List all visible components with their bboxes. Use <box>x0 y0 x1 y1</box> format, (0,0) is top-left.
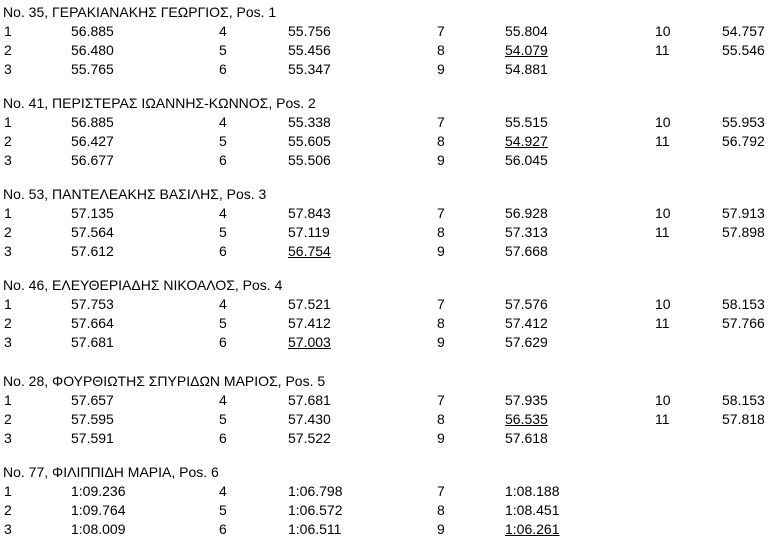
lap-time: 1:09.764 <box>71 502 126 518</box>
lap-time: 57.430 <box>288 411 331 427</box>
lap-time: 57.135 <box>71 205 114 221</box>
lap-time: 57.591 <box>71 430 114 446</box>
lap-number: 5 <box>219 502 227 518</box>
lap-time: 57.119 <box>288 224 330 240</box>
driver-block <box>0 463 781 543</box>
driver-title: No. 53, ΠΑΝΤΕΛΕΑΚΗΣ ΒΑΣΙΛΗΣ, Pos. 3 <box>3 186 267 202</box>
lap-number: 5 <box>219 315 227 331</box>
lap-time: 57.612 <box>71 243 114 259</box>
lap-number: 11 <box>655 133 670 149</box>
lap-time: 57.564 <box>71 224 114 240</box>
lap-number: 8 <box>437 411 445 427</box>
lap-number: 4 <box>219 483 227 499</box>
lap-time: 57.657 <box>71 392 114 408</box>
driver-title: No. 77, ΦΙΛΙΠΠΙΔΗ ΜΑΡΙΑ, Pos. 6 <box>3 464 219 480</box>
lap-time: 57.618 <box>505 430 548 446</box>
lap-number: 6 <box>219 521 227 537</box>
lap-number: 4 <box>219 23 227 39</box>
lap-number: 3 <box>4 61 12 77</box>
lap-time: 57.412 <box>505 315 548 331</box>
lap-time: 1:09.236 <box>71 483 126 499</box>
best-lap-time: 56.535 <box>505 411 548 427</box>
lap-time: 57.412 <box>288 315 331 331</box>
lap-number: 6 <box>219 334 227 350</box>
lap-number: 9 <box>437 243 445 259</box>
lap-number: 5 <box>219 411 227 427</box>
lap-number: 10 <box>655 296 671 312</box>
lap-number: 4 <box>219 114 227 130</box>
lap-number: 1 <box>4 23 12 39</box>
lap-time: 1:06.511 <box>288 521 342 537</box>
lap-time: 57.843 <box>288 205 331 221</box>
best-lap-time: 57.003 <box>288 334 331 350</box>
lap-time: 57.595 <box>71 411 114 427</box>
lap-time: 57.818 <box>722 411 765 427</box>
lap-number: 6 <box>219 243 227 259</box>
lap-number: 10 <box>655 23 671 39</box>
driver-block <box>0 185 781 265</box>
lap-time: 57.629 <box>505 334 548 350</box>
lap-time: 1:08.188 <box>505 483 560 499</box>
lap-time: 55.605 <box>288 133 331 149</box>
driver-block <box>0 276 781 356</box>
lap-time: 55.506 <box>288 152 331 168</box>
lap-number: 3 <box>4 430 12 446</box>
lap-number: 2 <box>4 315 12 331</box>
lap-number: 1 <box>4 392 12 408</box>
best-lap-time: 56.754 <box>288 243 331 259</box>
lap-number: 4 <box>219 296 227 312</box>
lap-time: 55.804 <box>505 23 548 39</box>
lap-number: 1 <box>4 205 12 221</box>
lap-number: 2 <box>4 224 12 240</box>
lap-number: 7 <box>437 392 445 408</box>
lap-time: 57.898 <box>722 224 765 240</box>
lap-time: 57.576 <box>505 296 548 312</box>
lap-number: 7 <box>437 296 445 312</box>
lap-number: 11 <box>655 224 670 240</box>
lap-time: 56.792 <box>722 133 765 149</box>
lap-number: 1 <box>4 483 12 499</box>
driver-title: No. 46, ΕΛΕΥΘΕΡΙΑΔΗΣ ΝΙΚΟΑΛΟΣ, Pos. 4 <box>3 277 283 293</box>
lap-number: 8 <box>437 502 445 518</box>
lap-number: 9 <box>437 152 445 168</box>
lap-time: 57.668 <box>505 243 548 259</box>
lap-time: 56.677 <box>71 152 114 168</box>
lap-time: 57.913 <box>722 205 765 221</box>
lap-time: 56.480 <box>71 42 114 58</box>
lap-number: 2 <box>4 133 12 149</box>
lap-time: 1:06.798 <box>288 483 343 499</box>
lap-time: 54.881 <box>505 61 548 77</box>
lap-number: 10 <box>655 205 671 221</box>
lap-time: 57.681 <box>288 392 331 408</box>
lap-time: 57.681 <box>71 334 114 350</box>
lap-number: 4 <box>219 392 227 408</box>
lap-number: 10 <box>655 392 671 408</box>
lap-number: 11 <box>655 411 670 427</box>
best-lap-time: 54.927 <box>505 133 548 149</box>
lap-number: 2 <box>4 42 12 58</box>
lap-number: 7 <box>437 114 445 130</box>
driver-block <box>0 3 781 83</box>
lap-time: 55.953 <box>722 114 765 130</box>
lap-time: 57.766 <box>722 315 765 331</box>
lap-time: 1:08.009 <box>71 521 126 537</box>
lap-number: 2 <box>4 411 12 427</box>
lap-number: 8 <box>437 315 445 331</box>
lap-time: 57.522 <box>288 430 331 446</box>
lap-time: 1:06.572 <box>288 502 343 518</box>
lap-number: 5 <box>219 224 227 240</box>
lap-number: 11 <box>655 315 670 331</box>
driver-title: No. 28, ΦΟΥΡΘΙΩΤΗΣ ΣΠΥΡΙΔΩΝ ΜΑΡΙΟΣ, Pos. 5 <box>3 373 326 389</box>
lap-time: 56.885 <box>71 114 114 130</box>
lap-number: 2 <box>4 502 12 518</box>
lap-time: 56.928 <box>505 205 548 221</box>
lap-number: 1 <box>4 114 12 130</box>
lap-time: 57.313 <box>505 224 548 240</box>
lap-number: 10 <box>655 114 671 130</box>
lap-number: 6 <box>219 61 227 77</box>
driver-title: No. 35, ΓΕΡΑΚΙΑΝΑΚΗΣ ΓΕΩΡΓΙΟΣ, Pos. 1 <box>3 4 277 20</box>
lap-time: 55.456 <box>288 42 331 58</box>
lap-number: 3 <box>4 243 12 259</box>
best-lap-time: 54.079 <box>505 42 548 58</box>
lap-number: 6 <box>219 430 227 446</box>
lap-number: 3 <box>4 521 12 537</box>
lap-number: 9 <box>437 334 445 350</box>
lap-number: 6 <box>219 152 227 168</box>
lap-number: 1 <box>4 296 12 312</box>
lap-time: 56.885 <box>71 23 114 39</box>
lap-time: 58.153 <box>722 296 765 312</box>
lap-time: 57.521 <box>288 296 331 312</box>
lap-time: 56.045 <box>505 152 548 168</box>
lap-time: 55.546 <box>722 42 765 58</box>
lap-number: 8 <box>437 224 445 240</box>
lap-time: 54.757 <box>722 23 765 39</box>
lap-time: 58.153 <box>722 392 765 408</box>
lap-number: 4 <box>219 205 227 221</box>
lap-number: 5 <box>219 42 227 58</box>
lap-time: 55.756 <box>288 23 331 39</box>
lap-time: 1:08.451 <box>505 502 560 518</box>
lap-number: 5 <box>219 133 227 149</box>
lap-time: 57.664 <box>71 315 114 331</box>
lap-number: 7 <box>437 205 445 221</box>
lap-number: 7 <box>437 483 445 499</box>
lap-number: 9 <box>437 61 445 77</box>
best-lap-time: 1:06.261 <box>505 521 560 537</box>
driver-block <box>0 372 781 452</box>
lap-number: 9 <box>437 430 445 446</box>
lap-time: 56.427 <box>71 133 114 149</box>
lap-time: 55.347 <box>288 61 331 77</box>
driver-title: No. 41, ΠΕΡΙΣΤΕΡΑΣ ΙΩΑΝΝΗΣ-ΚΩΝΝΟΣ, Pos. 2 <box>3 95 316 111</box>
driver-block <box>0 94 781 174</box>
lap-number: 3 <box>4 152 12 168</box>
lap-number: 8 <box>437 42 445 58</box>
lap-time: 55.515 <box>505 114 548 130</box>
lap-number: 11 <box>655 42 670 58</box>
lap-time: 57.935 <box>505 392 548 408</box>
lap-number: 9 <box>437 521 445 537</box>
lap-number: 7 <box>437 23 445 39</box>
lap-time: 57.753 <box>71 296 114 312</box>
lap-number: 3 <box>4 334 12 350</box>
lap-time: 55.338 <box>288 114 331 130</box>
lap-number: 8 <box>437 133 445 149</box>
lap-time: 55.765 <box>71 61 114 77</box>
